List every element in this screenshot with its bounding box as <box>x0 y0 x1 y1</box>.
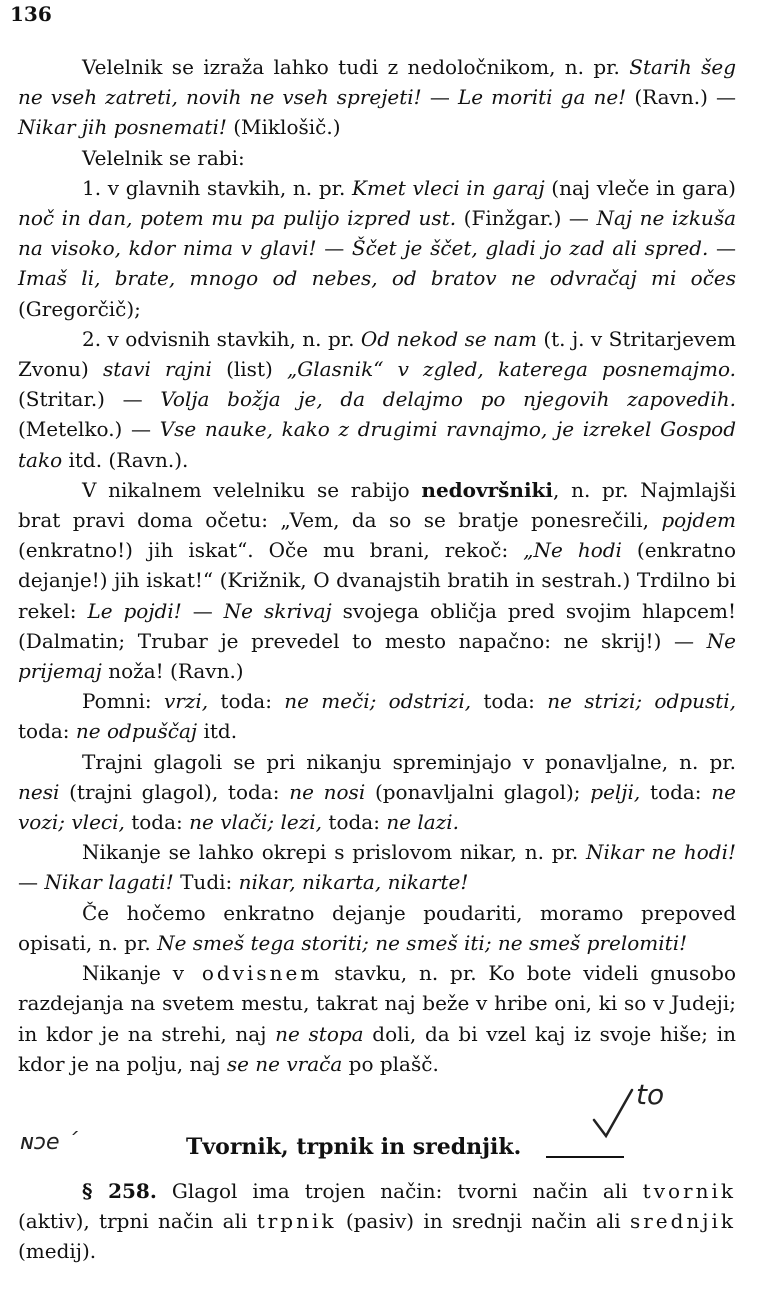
handwritten-note-to: to <box>636 1078 665 1111</box>
para-negative-imperative: V nikalnem velelniku se rabijo nedovršniki, n. pr. Najmlajši brat pravi doma očetu: „Vem, da so se bratje ponesrečili, pojdem (enkratno!) jih iskat“. Oče mu brani, rekoč: „Ne hodi (enkratno dejanje!) jih iskat!“ (Križnik, O dvanajstih bratih in sestrah.) Trdilno bi rekel: Le pojdi! — Ne skrivaj svojega obličja pred svojim hlapcem! (Dalmatin; Trubar je prevedel to mesto napačno: ne skrij!) — Ne prijemaj noža! (Ravn.) <box>18 477 736 684</box>
section-258 <box>18 1176 736 1267</box>
body-text <box>18 52 736 1079</box>
handwritten-margin-note: ɴɔe ˊ <box>20 1130 78 1155</box>
para-nikar: Nikanje se lahko okrepi s prislovom nikar, n. pr. Nikar ne hodi! — Nikar lagati! Tudi: nikar, nikarta, nikarte! <box>18 840 737 895</box>
para-uses: Velelnik se rabi: <box>82 145 245 170</box>
section-heading: Tvornik, trpnik in srednjik. <box>186 1134 522 1160</box>
handwritten-check-mark-icon <box>592 1086 636 1142</box>
section-258-text: § 258. Glagol ima trojen način: tvorni način ali tvornik (aktiv), trpni način ali trpnik (pasiv) in srednji način ali srednjik (medij). <box>18 1179 736 1264</box>
para-infinitive: Velelnik se izraža lahko tudi z nedoločnikom, n. pr. Starih šeg ne vseh zatreti, novih ne vseh sprejeti! — Le moriti ga ne! (Ravn.) — Nikar jih posnemati! (Miklošič.) <box>18 55 736 140</box>
para-negation-subordinate: Nikanje v odvisnem stavku, n. pr. Ko bote videli gnusobo razdejanja na svetem mestu, takrat naj beže v hribe oni, ki so v Judeji; in kdor je na strehi, naj ne stopa doli, da bi vzel kaj iz svoje hiše; in kdor je na polju, naj se ne vrača po plašč. <box>18 961 737 1076</box>
page-number: 136 <box>10 2 52 26</box>
para-subordinate-clauses: 2. v odvisnih stavkih, n. pr. Od nekod se nam (t. j. v Stritarjevem Zvonu) stavi rajni (list) „Glasnik“ v zgled, katerega posnemajmo. (Stritar.) — Volja božja je, da delajmo po njegovih zapovedih. (Metelko.) — Vse nauke, kako z drugimi ravnajmo, je izrekel Gospod tako itd. (Ravn.). <box>18 326 737 472</box>
heading-underline <box>546 1156 624 1158</box>
para-durative-verbs: Trajni glagoli se pri nikanju spreminjajo v ponavljalne, n. pr. nesi (trajni glagol), toda: ne nosi (ponavljalni glagol); pelji, toda: ne vozi; vleci, toda: ne vlači; lezi, toda: ne lazi. <box>18 749 736 835</box>
para-single-action: Če hočemo enkratno dejanje poudariti, moramo prepoved opisati, n. pr. Ne smeš tega storiti; ne smeš iti; ne smeš prelomiti! <box>18 900 736 955</box>
para-main-clauses: 1. v glavnih stavkih, n. pr. Kmet vleci in garaj (naj vleče in gara) noč in dan, potem mu pa pulijo izpred ust. (Finžgar.) — Naj ne izkuša na visoko, kdor nima v glavi! — Ščet je ščet, gladi jo zad ali spred. — Imaš li, brate, mnogo od nebes, od bratov ne odvračaj mi očes (Gregorčič); <box>18 175 737 321</box>
para-remember: Pomni: vrzi, toda: ne meči; odstrizi, toda: ne strizi; odpusti, toda: ne odpuščaj itd. <box>18 689 737 744</box>
